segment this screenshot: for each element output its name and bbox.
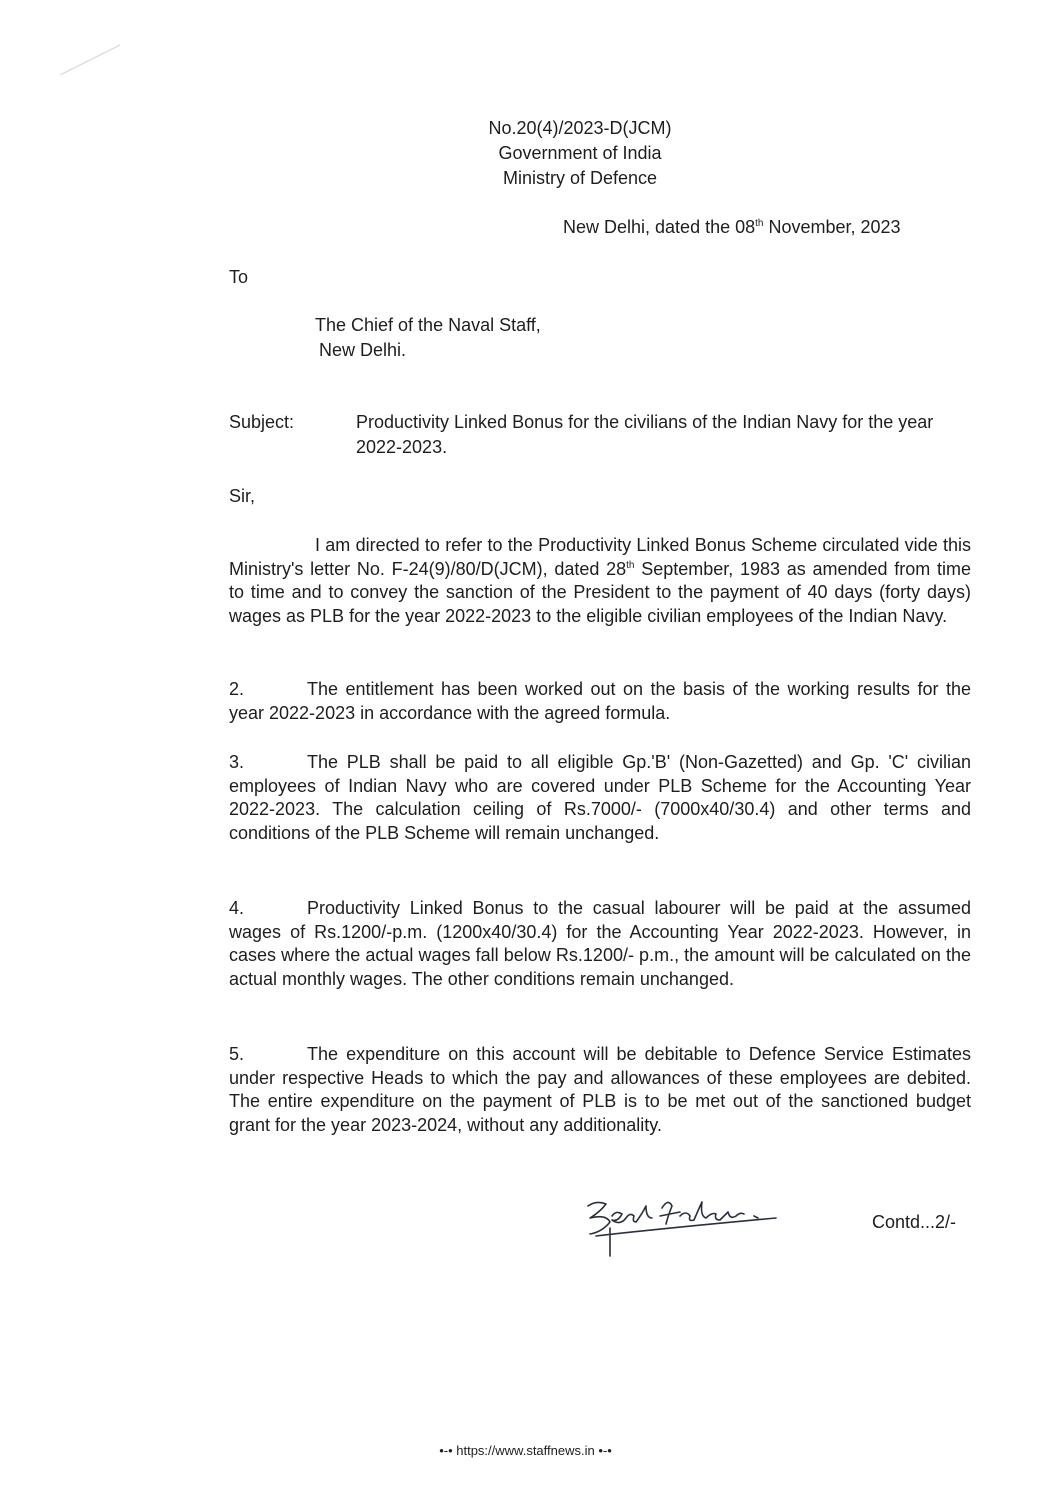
salutation: Sir, xyxy=(229,486,256,506)
paragraph-5 xyxy=(229,1043,971,1137)
subject-text: Productivity Linked Bonus for the civilians of the Indian Navy for the year 2022-2023. xyxy=(356,412,934,457)
paragraph-4-number: 4. xyxy=(229,898,245,918)
subject-label: Subject: xyxy=(229,412,295,432)
paragraph-5-number: 5. xyxy=(229,1044,245,1064)
paragraph-2-text: The entitlement has been worked out on the basis of the working results for the year 2022-2023 in accordance with the agreed formula. xyxy=(229,679,971,723)
addressee-line-2: New Delhi. xyxy=(319,340,407,360)
government-line: Government of India xyxy=(498,143,662,163)
reference-number: No.20(4)/2023-D(JCM) xyxy=(488,118,672,138)
paragraph-3 xyxy=(229,751,971,845)
date-suffix: th xyxy=(755,218,764,229)
paragraph-2 xyxy=(229,678,971,725)
addressee-line-1: The Chief of the Naval Staff, xyxy=(315,315,541,335)
to-label: To xyxy=(229,267,249,287)
signature-icon xyxy=(576,1192,796,1272)
scan-mark-decoration xyxy=(20,40,140,100)
paragraph-1-sup: th xyxy=(626,559,635,571)
paragraph-4 xyxy=(229,897,971,991)
date-line xyxy=(563,215,901,240)
paragraph-1 xyxy=(229,534,971,628)
paragraph-4-text: Productivity Linked Bonus to the casual labourer will be paid at the assumed wages of Rs.1200/-p.m. (1200x40/30.4) for the Accounting Year 2022-2023. However, in cases where the actual wages fall below Rs.1200/- p.m., the amount will be calculated on the actual monthly wages. The other conditions remain unchanged. xyxy=(229,898,971,989)
paragraph-3-number: 3. xyxy=(229,752,245,772)
ministry-line: Ministry of Defence xyxy=(502,168,658,188)
paragraph-1-part1: I am directed to refer to the Productivity Linked Bonus Scheme circulated vide this Ministry's letter No. F-24(9)/80/D(JCM), dated 28 xyxy=(229,535,971,579)
paragraph-2-number: 2. xyxy=(229,679,245,699)
paragraph-5-text: The expenditure on this account will be debitable to Defence Service Estimates under respective Heads to which the pay and allowances of these employees are debited. The entire expenditure on the payment of PLB is to be met out of the sanctioned budget grant for the year 2023-2024, without any additionality. xyxy=(229,1044,971,1135)
paragraph-3-text: The PLB shall be paid to all eligible Gp.'B' (Non-Gazetted) and Gp. 'C' civilian employees of Indian Navy who are covered under PLB Scheme for the Accounting Year 2022-2023. The calculation ceiling of Rs.7000/- (7000x40/30.4) and other terms and conditions of the PLB Scheme will remain unchanged. xyxy=(229,752,971,843)
date-rest: November, 2023 xyxy=(763,217,901,237)
date-prefix: New Delhi, dated the 08 xyxy=(563,217,756,237)
paragraph-1-part2: September, 1983 as amended from time to time and to convey the sanction of the President to the payment of 40 days (forty days) wages as PLB for the year 2022-2023 to the eligible civilian employees of the Indian Navy. xyxy=(229,558,972,626)
footer-link[interactable]: •-• https://www.staffnews.in •-• xyxy=(439,1443,612,1458)
continued-note: Contd...2/- xyxy=(872,1212,957,1232)
